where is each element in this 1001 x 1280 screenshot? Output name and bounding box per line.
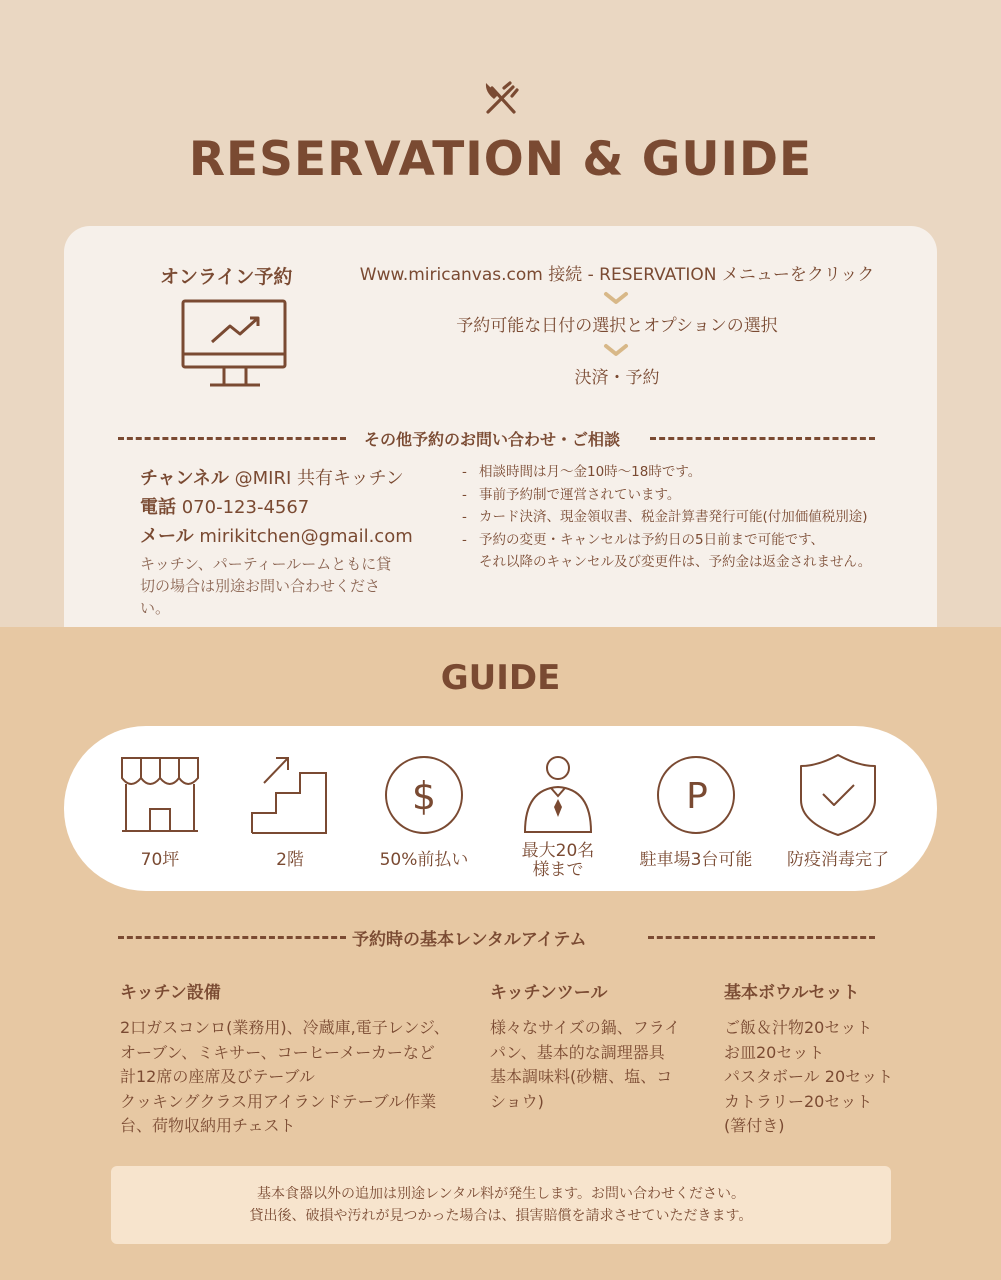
dashed-divider xyxy=(650,437,875,440)
dash: - xyxy=(462,509,467,525)
mail-label: メール xyxy=(140,526,194,547)
dashed-divider xyxy=(648,936,875,939)
dollar-coin-icon xyxy=(384,755,464,839)
feature-label-prepayment: 50%前払い xyxy=(379,850,469,870)
channel-label: チャンネル xyxy=(140,468,229,489)
kitchen-equipment-list: 2口ガスコンロ(業務用)、冷蔵庫,電子レンジ、 オーブン、ミキサー、コーヒーメーカーなど 計12席の座席及びテーブル クッキングクラス用アイランドテーブル作業 台、荷物収納用チェスト xyxy=(120,1018,450,1135)
feature-label-capacity: 最大20名 様まで xyxy=(521,841,595,880)
monitor-chart-icon xyxy=(180,298,290,390)
feature-label-disinfection: 防疫消毒完了 xyxy=(787,850,889,870)
guide-title: GUIDE xyxy=(440,658,561,698)
rental-divider-label: 予約時の基本レンタルアイテム xyxy=(352,930,587,950)
chevron-down-icon xyxy=(603,342,629,356)
channel-value: @MIRI 共有キッチン xyxy=(234,468,404,489)
feature-label-floor: 2階 xyxy=(276,850,304,870)
reservation-step-3: 決済・予約 xyxy=(574,368,660,388)
inquiry-divider-label: その他予約のお問い合わせ・ご相談 xyxy=(364,430,621,449)
private-booking-note: キッチン、パーティールームともに貸切の場合は別途お問い合わせください。 xyxy=(140,555,392,617)
fork-knife-icon xyxy=(482,80,520,118)
dash: - xyxy=(462,531,467,548)
phone-label: 電話 xyxy=(140,497,176,518)
feature-label-parking: 駐車場3台可能 xyxy=(639,850,753,870)
kitchen-tools-title: キッチンツール xyxy=(490,983,608,1003)
dash: - xyxy=(462,464,467,480)
rental-notice xyxy=(111,1166,891,1244)
svg-text:$: $ xyxy=(411,774,437,818)
reservation-step-2: 予約可能な日付の選択とオプションの選択 xyxy=(456,316,778,336)
reservation-step-1: Www.miricanvas.com 接続 - RESERVATION メニューをクリック xyxy=(359,265,875,285)
page-title: RESERVATION & GUIDE xyxy=(188,132,813,187)
notice-line-1: 基本食器以外の追加は別途レンタル料が発生します。お問い合わせください。 xyxy=(257,1186,745,1202)
online-reservation-title: オンライン予約 xyxy=(160,266,293,288)
note-item: - 予約の変更・キャンセルは予約日の5日前まで可能です、 xyxy=(462,529,912,552)
kitchen-equipment-title: キッチン設備 xyxy=(120,983,221,1003)
person-icon xyxy=(521,755,595,839)
bowl-set-list: ご飯＆汁物20セット お皿20セット パスタボール 20セット カトラリー20セット (箸付き) xyxy=(724,1018,894,1135)
note-item: - 事前予約制で運営されています。 xyxy=(462,484,912,507)
notice-line-2: 貸出後、破損や汚れが見つかった場合は、損害賠償を請求させていただきます。 xyxy=(249,1208,753,1224)
channel-line xyxy=(140,464,404,490)
phone-line xyxy=(140,493,309,519)
mail-line xyxy=(140,522,413,548)
shield-check-icon xyxy=(798,752,878,842)
phone-value: 070-123-4567 xyxy=(181,497,310,518)
stairs-icon xyxy=(250,755,330,839)
dash: - xyxy=(462,486,467,503)
storefront-icon xyxy=(120,756,200,838)
mail-value: mirikitchen@gmail.com xyxy=(199,526,413,547)
parking-icon xyxy=(656,755,736,839)
note-item: - カード決済、現金領収書、税金計算書発行可能(付加価値税別途) xyxy=(462,506,912,529)
svg-text:P: P xyxy=(686,776,708,817)
feature-label-area: 70坪 xyxy=(140,850,180,870)
kitchen-tools-list: 様々なサイズの鍋、フライ パン、基本的な調理器具 基本調味料(砂糖、塩、コ ショウ) xyxy=(490,1018,681,1111)
note-item-continued: それ以降のキャンセル及び変更件は、予約金は返金されません。 xyxy=(479,554,872,570)
dashed-divider xyxy=(118,936,346,939)
note-item: - 相談時間は月～金10時～18時です。 xyxy=(462,461,912,484)
chevron-down-icon xyxy=(603,290,629,304)
bowl-set-title: 基本ボウルセット xyxy=(724,983,860,1003)
reservation-notes xyxy=(462,461,912,574)
dashed-divider xyxy=(118,437,346,440)
